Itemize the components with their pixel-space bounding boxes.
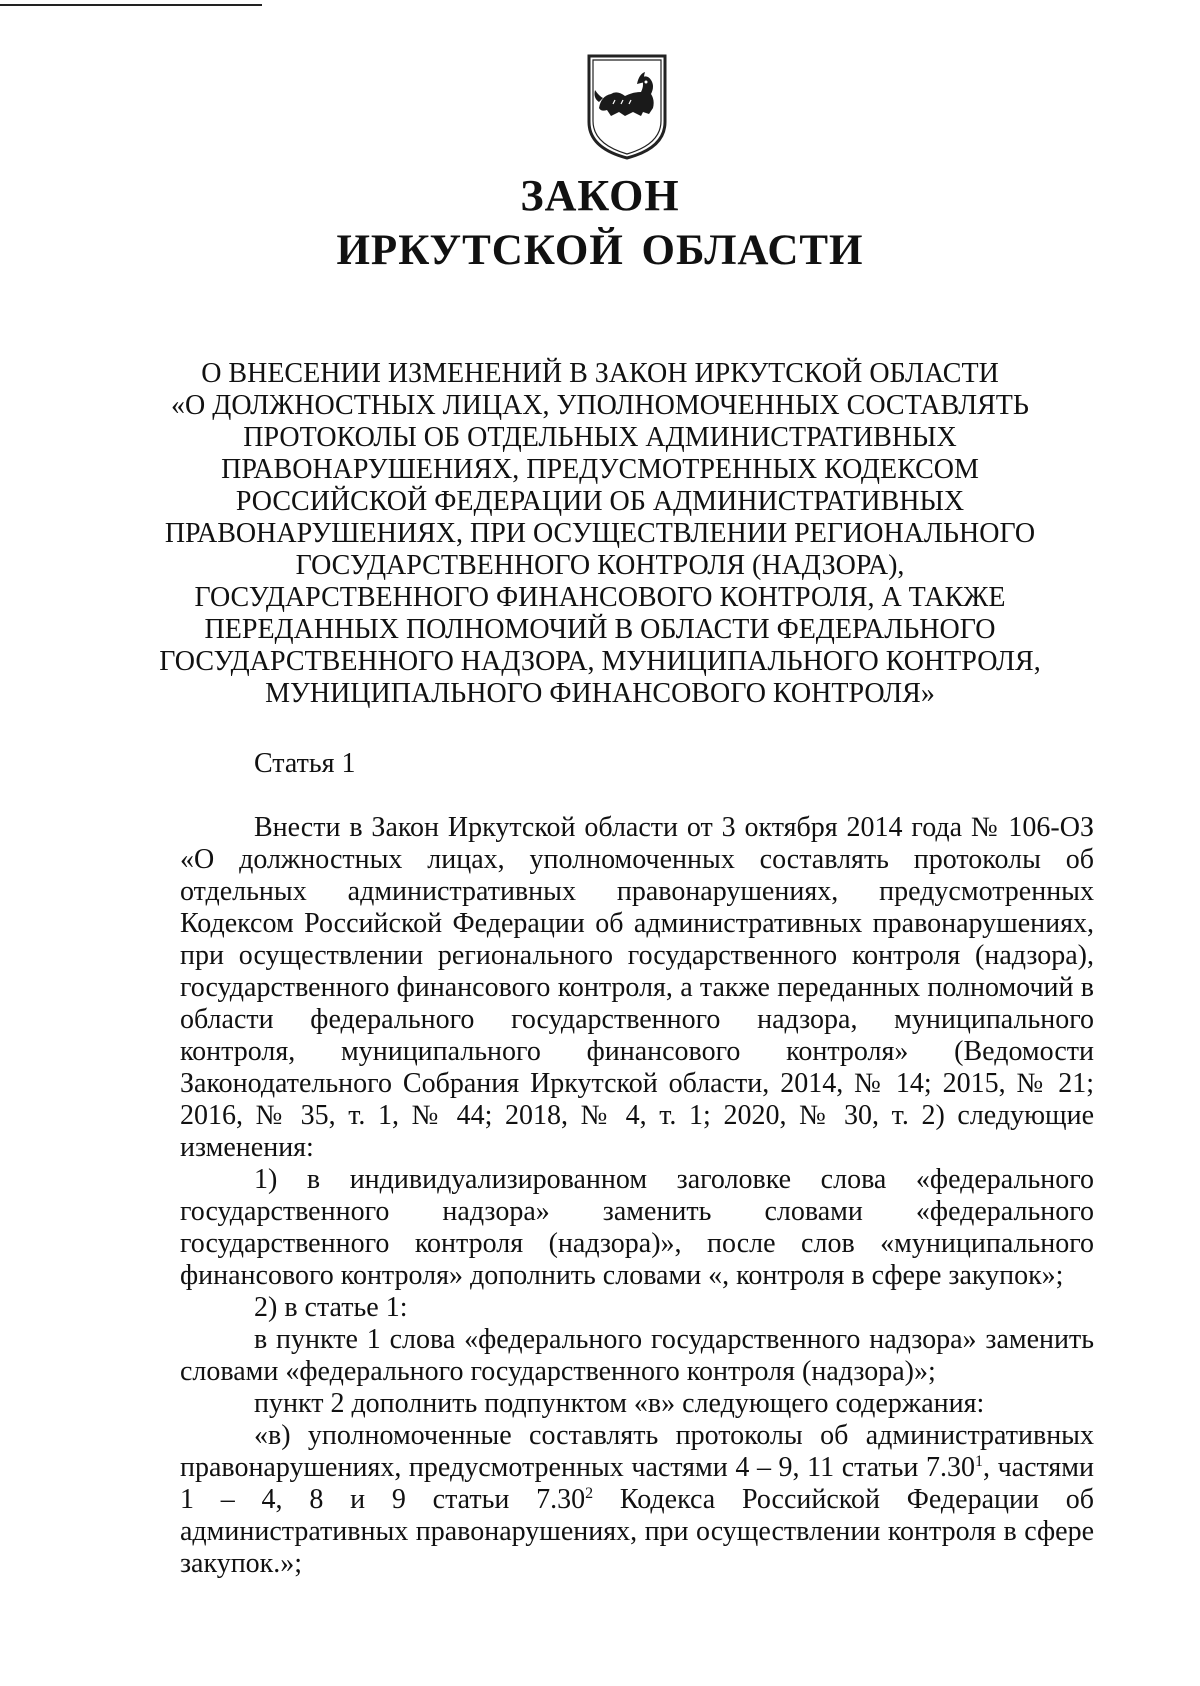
top-rule — [0, 4, 262, 6]
subject-line: ПЕРЕДАННЫХ ПОЛНОМОЧИЙ В ОБЛАСТИ ФЕДЕРАЛЬНОГО — [204, 614, 996, 645]
article-intro: Внести в Закон Иркутской области от 3 октября 2014 года № 106-ОЗ «О должностных лицах, уполномоченных составлять протоколы об отдельных административных правонарушениях, предусмотренных Кодексом Российской Федерации об административных правонарушениях, при осуществлении регионального государственного контроля (надзора), государственного финансового контроля, а также переданных полномочий в области федерального государственного надзора, муниципального контроля, муниципального финансового контроля» (Ведомости Законодательного Собрания Иркутской области, 2014, № 14; 2015, № 21; 2016, № 35, т. 1, № 44; 2018, № 4, т. 1; 2020, № 30, т. 2) следующие изменения: — [180, 812, 1094, 1163]
region-title: ИРКУТСКОЙ ОБЛАСТИ — [336, 227, 864, 274]
subject-line: ГОСУДАРСТВЕННОГО ФИНАНСОВОГО КОНТРОЛЯ, А ТАКЖЕ — [194, 582, 1006, 613]
amendment-subpoint-v — [180, 1420, 1094, 1580]
law-title: ЗАКОН — [520, 171, 680, 220]
subject-line: ПРАВОНАРУШЕНИЯХ, ПРЕДУСМОТРЕННЫХ КОДЕКСОМ — [221, 454, 979, 485]
article-body — [180, 812, 1094, 1580]
irkutsk-coat-of-arms-icon — [585, 52, 669, 162]
subject-line: ГОСУДАРСТВЕННОГО НАДЗОРА, МУНИЦИПАЛЬНОГО КОНТРОЛЯ, — [159, 646, 1041, 677]
law-subject — [0, 358, 1200, 710]
subpoint-v-text-1: «в) уполномоченные составлять протоколы об административных правонарушениях, предусмотренных частями 4 – 9, 11 статьи 7.30 — [180, 1420, 1094, 1483]
amendment-item-2: 2) в статье 1: — [254, 1292, 408, 1323]
subject-line: РОССИЙСКОЙ ФЕДЕРАЦИИ ОБ АДМИНИСТРАТИВНЫХ — [235, 486, 965, 517]
subject-line: ПРОТОКОЛЫ ОБ ОТДЕЛЬНЫХ АДМИНИСТРАТИВНЫХ — [243, 422, 957, 453]
subpoint-v-text-3: Кодекса Российской Федерации об административных правонарушениях, при осуществлении контроля в сфере закупок.»; — [180, 1484, 1094, 1579]
amendment-item-1: 1) в индивидуализированном заголовке слова «федерального государственного надзора» заменить словами «федерального государственного контроля (надзора)», после слов «муниципального финансового контроля» дополнить словами «, контроля в сфере закупок»; — [180, 1164, 1094, 1291]
amendment-item-2-point-1: в пункте 1 слова «федерального государственного надзора» заменить словами «федерального государственного контроля (надзора)»; — [180, 1324, 1094, 1387]
subpoint-v-text-2: , частями 1 – 4, 8 и 9 статьи 7.30 — [180, 1452, 1094, 1515]
amendment-item-2-point-2: пункт 2 дополнить подпунктом «в» следующего содержания: — [254, 1388, 985, 1419]
superscript-1: 1 — [975, 1453, 983, 1470]
article-heading: Статья 1 — [254, 748, 356, 779]
subject-line: МУНИЦИПАЛЬНОГО ФИНАНСОВОГО КОНТРОЛЯ» — [265, 678, 935, 709]
subject-line: ПРАВОНАРУШЕНИЯХ, ПРИ ОСУЩЕСТВЛЕНИИ РЕГИОНАЛЬНОГО — [164, 518, 1036, 549]
subject-line: ГОСУДАРСТВЕННОГО КОНТРОЛЯ (НАДЗОРА), — [295, 550, 905, 581]
subject-line: О ВНЕСЕНИИ ИЗМЕНЕНИЙ В ЗАКОН ИРКУТСКОЙ ОБЛАСТИ — [201, 358, 999, 389]
subject-line: «О ДОЛЖНОСТНЫХ ЛИЦАХ, УПОЛНОМОЧЕННЫХ СОСТАВЛЯТЬ — [171, 390, 1029, 421]
superscript-2: 2 — [585, 1485, 594, 1502]
